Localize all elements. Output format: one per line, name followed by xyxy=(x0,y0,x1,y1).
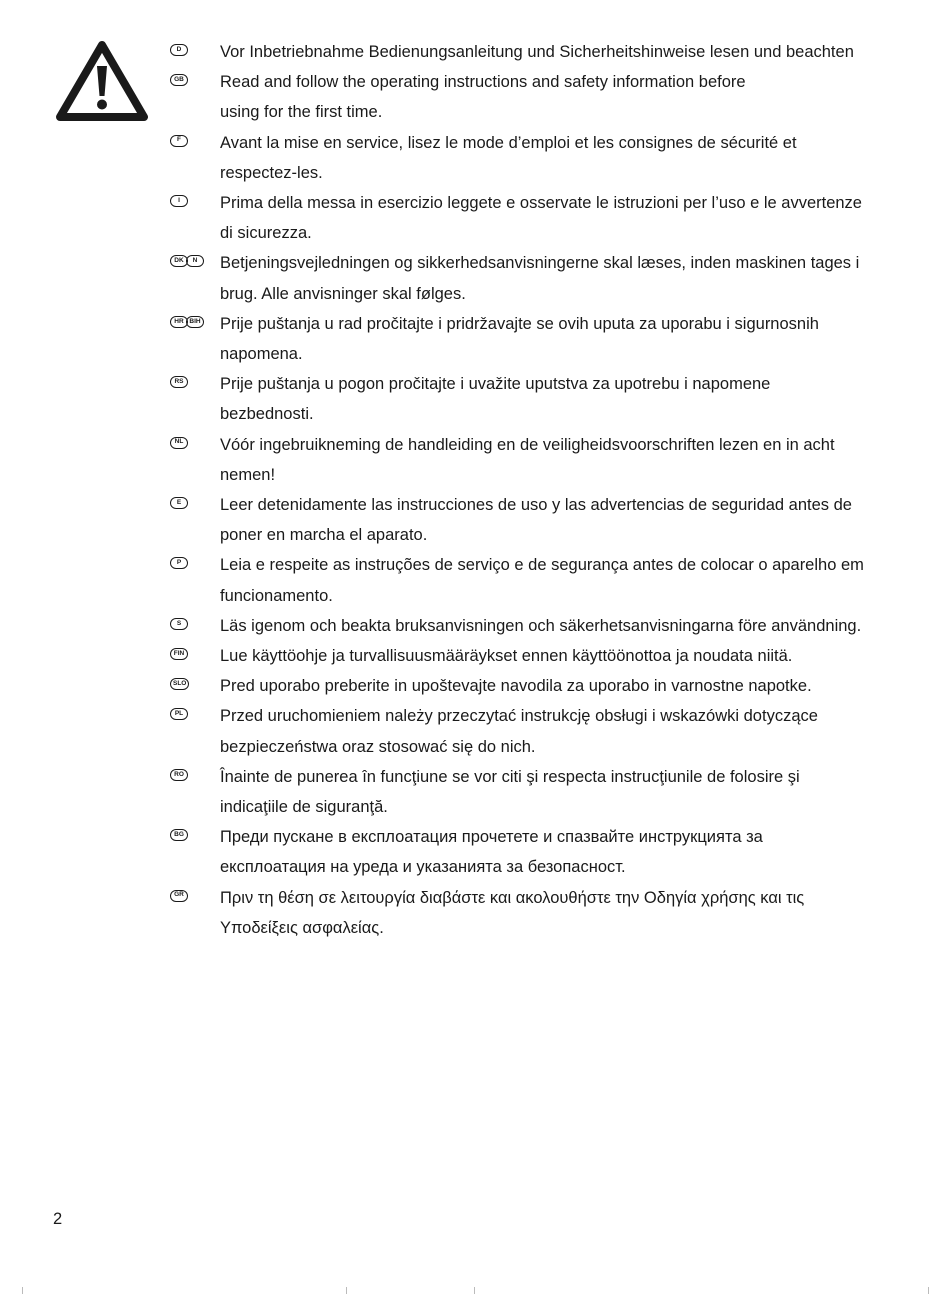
country-code-badge: BG xyxy=(170,829,188,841)
instruction-line: Υποδείξεις ασφαλείας. xyxy=(220,918,384,937)
instruction-line: Prije puštanja u pogon pročitajte i uvažite uputstva za upotrebu i napomene xyxy=(220,375,771,394)
country-code-badge: P xyxy=(170,557,188,569)
instruction-text xyxy=(220,309,910,369)
instruction-text xyxy=(220,550,910,610)
instruction-text xyxy=(220,369,910,429)
instruction-line: Prije puštanja u rad pročitajte i pridržavajte se ovih uputa za uporabu i sigurnosnih xyxy=(220,314,819,333)
instruction-line: Vóór ingebruikneming de handleiding en de veiligheidsvoorschriften lezen en in acht xyxy=(220,435,835,454)
language-item xyxy=(170,641,910,671)
instruction-text xyxy=(220,67,910,127)
instruction-text xyxy=(220,641,910,671)
instruction-line: funcionamento. xyxy=(220,586,333,605)
country-code-badge: PL xyxy=(170,708,188,720)
country-code-badge: E xyxy=(170,497,188,509)
instruction-line: napomena. xyxy=(220,345,303,364)
language-item xyxy=(170,701,910,761)
instruction-line: Преди пускане в експлоатация прочетете и спазвайте инструкцията за xyxy=(220,828,763,847)
language-code-badges xyxy=(170,822,220,841)
language-item xyxy=(170,67,910,127)
language-code-badges xyxy=(170,762,220,781)
instruction-line: експлоатация на уреда и указанията за безопасност. xyxy=(220,858,626,877)
instruction-text xyxy=(220,701,910,761)
instruction-line: Läs igenom och beakta bruksanvisningen och säkerhetsanvisningarna före användning. xyxy=(220,616,862,635)
instruction-text xyxy=(220,37,910,67)
language-item xyxy=(170,490,910,550)
instruction-line: bezpieczeństwa oraz stosować się do nich. xyxy=(220,737,536,756)
instruction-line: using for the first time. xyxy=(220,103,383,122)
instruction-line: Pred uporabo preberite in upoštevajte navodila za uporabo in varnostne napotke. xyxy=(220,677,812,696)
country-code-badge: NL xyxy=(170,437,188,449)
instruction-text xyxy=(220,762,910,822)
instruction-line: Vor Inbetriebnahme Bedienungsanleitung und Sicherheitshinweise lesen und beachten xyxy=(220,43,854,61)
instruction-line: respectez-les. xyxy=(220,163,323,182)
language-item xyxy=(170,128,910,188)
country-code-badge: S xyxy=(170,618,188,630)
language-code-badges xyxy=(170,67,220,86)
country-code-badge: GB xyxy=(170,74,188,86)
instruction-text xyxy=(220,883,910,943)
language-item xyxy=(170,762,910,822)
language-code-badges xyxy=(170,128,220,147)
language-item xyxy=(170,309,910,369)
country-code-badge: SLO xyxy=(170,678,189,690)
language-item xyxy=(170,248,910,308)
instruction-line: Lue käyttöohje ja turvallisuusmääräykset ennen käyttöönottoa ja noudata niitä. xyxy=(220,647,793,666)
country-code-badge: BIH xyxy=(186,316,204,328)
language-item xyxy=(170,822,910,882)
instruction-line: Leia e respeite as instruções de serviço e de segurança antes de colocar o aparelho em xyxy=(220,556,864,575)
instruction-line: Read and follow the operating instructions and safety information before xyxy=(220,73,746,92)
language-instruction-list xyxy=(170,37,910,943)
instruction-text xyxy=(220,611,910,641)
language-code-badges xyxy=(170,490,220,509)
language-code-badges xyxy=(170,248,220,267)
language-code-badges xyxy=(170,369,220,388)
instruction-line: indicaţiile de siguranţă. xyxy=(220,798,388,817)
instruction-text xyxy=(220,490,910,550)
language-code-badges xyxy=(170,641,220,660)
country-code-badge: N xyxy=(186,255,204,267)
country-code-badge: I xyxy=(170,195,188,207)
country-code-badge: D xyxy=(170,44,188,56)
language-code-badges xyxy=(170,188,220,207)
language-item xyxy=(170,671,910,701)
country-code-badge: DK xyxy=(170,255,188,267)
warning-triangle-icon xyxy=(55,40,149,122)
country-code-badge: RO xyxy=(170,769,188,781)
instruction-line: Πριν τη θέση σε λειτουργία διαβάστε και ακολουθήστε την Οδηγία χρήσης και τις xyxy=(220,888,805,907)
language-code-badges xyxy=(170,37,220,56)
instruction-line: Înainte de punerea în funcţiune se vor citi şi respecta instrucţiunile de folosire şi xyxy=(220,767,800,786)
language-item xyxy=(170,188,910,248)
instruction-line: poner en marcha el aparato. xyxy=(220,526,428,545)
language-item xyxy=(170,369,910,429)
instruction-text xyxy=(220,188,910,248)
language-code-badges xyxy=(170,550,220,569)
instruction-line: brug. Alle anvisninger skal følges. xyxy=(220,284,466,303)
country-code-badge: GR xyxy=(170,890,188,902)
instruction-line: bezbednosti. xyxy=(220,405,314,424)
country-code-badge: HR xyxy=(170,316,188,328)
language-code-badges xyxy=(170,309,220,328)
language-item xyxy=(170,37,910,67)
instruction-line: nemen! xyxy=(220,465,276,484)
instruction-line: Avant la mise en service, lisez le mode d’emploi et les consignes de sécurité et xyxy=(220,133,797,152)
instruction-text xyxy=(220,248,910,308)
instruction-line: Betjeningsvejledningen og sikkerhedsanvisningerne skal læses, inden maskinen tages i xyxy=(220,254,860,273)
language-item xyxy=(170,883,910,943)
language-item xyxy=(170,430,910,490)
country-code-badge: F xyxy=(170,135,188,147)
country-code-badge: FIN xyxy=(170,648,188,660)
instruction-line: Przed uruchomieniem należy przeczytać instrukcję obsługi i wskazówki dotyczące xyxy=(220,707,818,726)
language-code-badges xyxy=(170,671,220,690)
language-code-badges xyxy=(170,701,220,720)
instruction-text xyxy=(220,430,910,490)
language-code-badges xyxy=(170,883,220,902)
instruction-line: di sicurezza. xyxy=(220,224,312,243)
language-code-badges xyxy=(170,430,220,449)
instruction-line: Prima della messa in esercizio leggete e osservate le istruzioni per l’uso e le avvertenze xyxy=(220,194,862,213)
instruction-text xyxy=(220,822,910,882)
page-number: 2 xyxy=(53,1210,63,1228)
instruction-line: Leer detenidamente las instrucciones de uso y las advertencias de seguridad antes de xyxy=(220,496,852,515)
language-code-badges xyxy=(170,611,220,630)
instruction-text xyxy=(220,671,910,701)
language-item xyxy=(170,611,910,641)
language-item xyxy=(170,550,910,610)
instruction-text xyxy=(220,128,910,188)
country-code-badge: RS xyxy=(170,376,188,388)
